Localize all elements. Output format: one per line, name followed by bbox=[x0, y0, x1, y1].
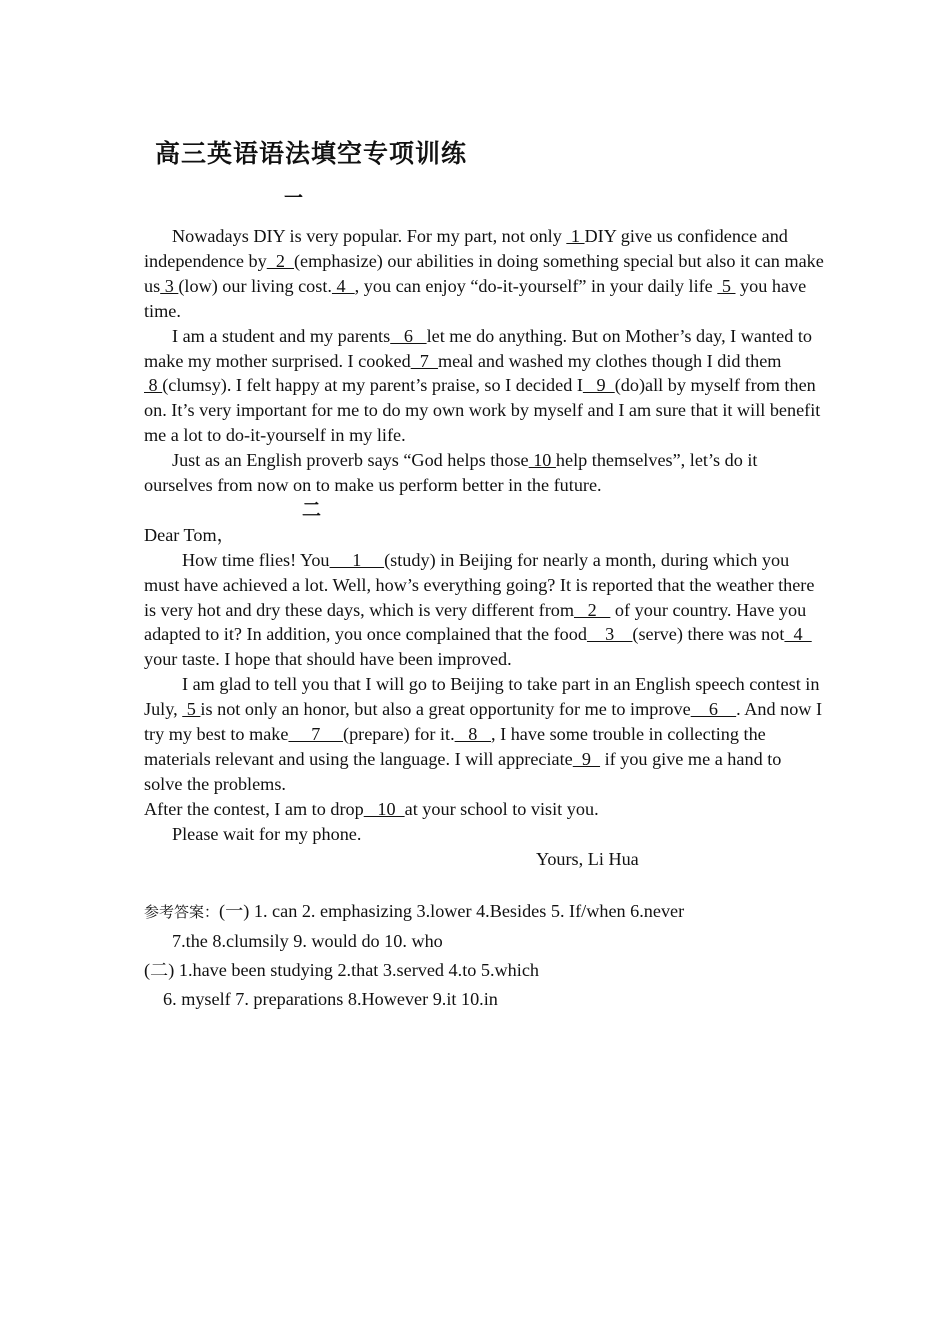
blank-4: 4 bbox=[784, 624, 812, 645]
text: of your country. Have you adapted to it? In addition, you once complained that the food bbox=[144, 599, 807, 645]
document-body bbox=[144, 224, 824, 872]
text: meal and washed my clothes though I did them bbox=[437, 350, 782, 371]
blank-3: 3 bbox=[160, 275, 179, 296]
answer-text: (一) 1. can 2. emphasizing 3.lower 4.Besides 5. If/when 6.never bbox=[219, 901, 685, 921]
letter-greeting: Dear Tom， bbox=[144, 524, 235, 545]
text: (clumsy). I felt happy at my parent’s praise, so I decided I bbox=[162, 375, 583, 396]
text: let me do anything. But on Mother’s day, I wanted to make my mother surprised. I cooked bbox=[144, 325, 812, 371]
section-two-marker: 二 bbox=[302, 498, 322, 521]
text: if you give me a hand to solve the problems. bbox=[144, 749, 782, 794]
answer-line-2: 7.the 8.clumsily 9. would do 10. who bbox=[172, 931, 443, 951]
text: (prepare) for it. bbox=[343, 724, 455, 745]
answer-key bbox=[144, 897, 824, 1014]
blank-10: 10 bbox=[528, 450, 556, 471]
text: at your school to visit you. bbox=[404, 798, 599, 819]
text: (study) in Beijing for nearly a month, during which you must have achieved a lot. Well, how’s everything going? It is reported that the weather there is very hot and dry these days, which is very different from bbox=[144, 549, 815, 620]
blank-8: 8 bbox=[144, 375, 163, 396]
text: you have time. bbox=[144, 275, 807, 321]
text: is not only an honor, but also a great opportunity for me to improve bbox=[200, 699, 691, 720]
text: I am a student and my parents bbox=[172, 325, 391, 346]
letter-signature: Yours, Li Hua bbox=[536, 848, 639, 869]
text: (serve) there was not bbox=[632, 624, 785, 645]
blank-2: 2 bbox=[266, 250, 294, 271]
section-two-marker-row bbox=[144, 498, 824, 523]
text: . And now I try my best to make bbox=[144, 699, 823, 745]
answer-line-1 bbox=[144, 897, 824, 927]
answer-line-3: (二) 1.have been studying 2.that 3.served 4.to 5.which bbox=[144, 960, 539, 980]
text: After the contest, I am to drop bbox=[144, 798, 364, 819]
blank-6: 6 bbox=[690, 699, 737, 720]
text: (do)all by myself from then on. It’s very important for me to do my own work by myself and I am sure that it will benefit me a lot to do-it-yourself in my life. bbox=[144, 375, 821, 446]
blank-1: 1 bbox=[566, 226, 585, 246]
blank-7: 7 bbox=[288, 724, 344, 745]
text: (low) our living cost. bbox=[178, 275, 332, 296]
section-two-paragraph-1 bbox=[144, 548, 824, 673]
blank-5: 5 bbox=[182, 699, 201, 720]
blank-1: 1 bbox=[329, 549, 385, 570]
blank-8: 8 bbox=[454, 724, 491, 745]
blank-3: 3 bbox=[586, 624, 633, 645]
blank-7: 7 bbox=[410, 350, 438, 371]
section-one-paragraph-3 bbox=[144, 448, 824, 498]
text: DIY give us confidence and independence by bbox=[144, 226, 788, 271]
text: How time flies! You bbox=[182, 549, 330, 570]
section-two-paragraph-2 bbox=[144, 672, 824, 797]
text: your taste. I hope that should have been improved. bbox=[144, 649, 512, 670]
blank-5: 5 bbox=[717, 275, 736, 296]
text: , I have some trouble in collecting the materials relevant and using the language. I will appreciate bbox=[144, 724, 766, 770]
section-one-paragraph-1 bbox=[144, 224, 824, 324]
text: (emphasize) our abilities in doing something special but also it can make us bbox=[144, 250, 824, 296]
blank-9: 9 bbox=[582, 375, 615, 396]
text: I am glad to tell you that I will go to Beijing to take part in an English speech contest in July, bbox=[144, 674, 820, 720]
text: Just as an English proverb says “God helps those bbox=[172, 450, 529, 471]
page-title: 高三英语语法填空专项训练 bbox=[155, 139, 468, 168]
section-two-paragraph-4: Please wait for my phone. bbox=[172, 823, 362, 844]
blank-6: 6 bbox=[390, 325, 427, 346]
text: Nowadays DIY is very popular. For my part, not only bbox=[172, 226, 567, 246]
answer-label: 参考答案： bbox=[144, 903, 220, 921]
text: help themselves”, let’s do it ourselves from now on to make us perform better in the future. bbox=[144, 450, 758, 496]
section-one-marker: 一 bbox=[284, 187, 304, 209]
blank-2: 2 bbox=[574, 599, 611, 620]
blank-10: 10 bbox=[363, 798, 405, 819]
section-one-paragraph-2 bbox=[144, 324, 824, 449]
blank-9: 9 bbox=[572, 749, 601, 770]
blank-4: 4 bbox=[331, 275, 355, 296]
section-two-paragraph-3 bbox=[144, 797, 824, 822]
answer-line-4: 6. myself 7. preparations 8.However 9.it 10.in bbox=[163, 989, 498, 1009]
text: , you can enjoy “do-it-yourself” in your daily life bbox=[354, 275, 718, 296]
